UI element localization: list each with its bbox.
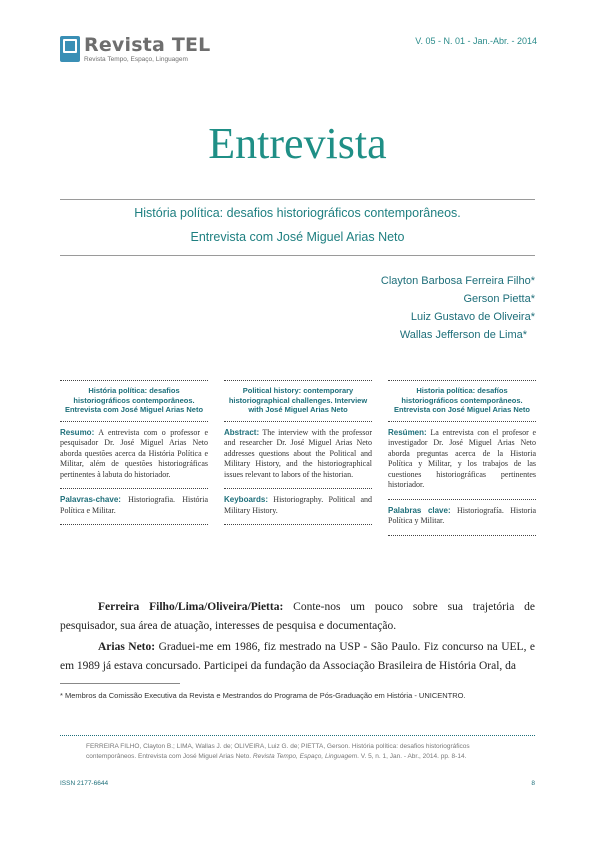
logo-name: Revista TEL bbox=[84, 34, 211, 56]
dotted-divider bbox=[224, 524, 372, 525]
abstract-label: Resumo: bbox=[60, 427, 95, 437]
keywords bbox=[224, 491, 372, 522]
title-rule-bottom bbox=[60, 255, 535, 256]
logo-mark-icon bbox=[60, 36, 80, 62]
author: Wallas Jefferson de Lima* bbox=[399, 329, 527, 341]
abstract-column-en bbox=[224, 378, 372, 527]
keywords-label: Palavras-chave: bbox=[60, 495, 121, 504]
dotted-divider bbox=[224, 380, 372, 381]
citation-volume: . V. 5, n. 1, Jan. - Abr., 2014. pp. 8-14. bbox=[357, 753, 467, 760]
keywords-body: Historiografía. Historia Política y Militar. bbox=[388, 505, 536, 525]
body-paragraph-1 bbox=[60, 598, 535, 636]
speaker-interviewee: Arias Neto: bbox=[98, 641, 156, 653]
abstract-text bbox=[224, 424, 372, 487]
citation bbox=[86, 742, 516, 762]
dotted-divider bbox=[60, 488, 208, 489]
abstract-column-pt bbox=[60, 378, 208, 527]
abstract-text bbox=[60, 424, 208, 487]
footnote: * Membros da Comissão Executiva da Revista e Mestrandos do Programa de Pós-Graduação em História - UNICENTRO. bbox=[60, 691, 466, 700]
title-rule-top bbox=[60, 199, 535, 200]
author: Luiz Gustavo de Oliveira* bbox=[410, 311, 535, 323]
paragraph-text: Graduei-me em 1986, fiz mestrado na USP - São Paulo. Fiz concurso na UEL, e em 1989 já estava concursado. Participei da fundação da Associação Brasileira de História Oral, da bbox=[60, 641, 536, 672]
dotted-divider bbox=[388, 499, 536, 500]
dotted-divider bbox=[388, 380, 536, 381]
dotted-divider bbox=[60, 380, 208, 381]
author: Clayton Barbosa Ferreira Filho* bbox=[380, 275, 535, 287]
keywords bbox=[388, 502, 536, 533]
abstract-body: A entrevista com o professor e pesquisador Dr. José Miguel Arias Neto aborda questões acerca da História Política e Militar, além de questões historiográficas pertinentes à labuta do historiador. bbox=[60, 427, 209, 479]
author: Gerson Pietta* bbox=[463, 293, 535, 305]
abstract-body: The interview with the professor and researcher Dr. José Miguel Arias Neto addresses questions about the Political and Military History, and the historiographical issues relevant to labors of the historian. bbox=[224, 427, 373, 479]
issue-info: V. 05 - N. 01 - Jan.-Abr. - 2014 bbox=[415, 36, 537, 46]
dotted-divider bbox=[388, 421, 536, 422]
abstract-title: Historia política: desafíos historiográficos contemporâneos. Entrevista con José Miguel Arias Neto bbox=[393, 386, 530, 414]
keywords-label: Keyboards: bbox=[224, 495, 269, 504]
page-title: Entrevista bbox=[208, 119, 387, 168]
keywords-label: Palabras clave: bbox=[388, 505, 451, 515]
citation-authors-title: FERREIRA FILHO, Clayton B.; LIMA, Wallas J. de; OLIVEIRA, Luiz G. de; PIETTA, Gerson. História política: desafios historiográficos contemporâneos. Entrevista com José Miguel Arias Neto. bbox=[86, 743, 470, 760]
subtitle-line-1: História política: desafios historiográficos contemporâneos. bbox=[134, 206, 461, 220]
abstract-text bbox=[388, 424, 536, 497]
abstract-column-es bbox=[388, 378, 536, 538]
dotted-divider bbox=[60, 524, 208, 525]
abstract-label: Resúmen: bbox=[388, 427, 427, 437]
page-number: 8 bbox=[531, 780, 535, 787]
footnote-rule bbox=[60, 683, 180, 684]
keywords-body: Historiografia. História Política e Militar. bbox=[60, 495, 208, 515]
author-list bbox=[381, 272, 535, 344]
paragraph-text: Conte-nos um pouco sobre sua trajetória de pesquisador, sua área de atuação, interesses de pesquisa e documentação. bbox=[60, 601, 536, 632]
dotted-divider bbox=[224, 488, 372, 489]
abstract-title: História política: desafios historiográficos contemporâneos. Entrevista com José Miguel Arias Neto bbox=[64, 386, 204, 414]
speaker-interviewers: Ferreira Filho/Lima/Oliveira/Pietta: bbox=[98, 601, 284, 613]
abstract-title: Political history: contemporary historiographical challenges. Interview with José Miguel Arias Neto bbox=[228, 386, 368, 414]
keywords-body: Historiography. Political and Military History. bbox=[224, 495, 372, 515]
citation-journal: Revista Tempo, Espaço, Linguagem bbox=[252, 753, 358, 760]
dotted-divider bbox=[60, 421, 208, 422]
dotted-divider bbox=[388, 535, 536, 536]
abstract-body: La entrevista con el profesor e investigador Dr. José Miguel Arias Neto aborda preguntas acerca de la Historia Política y Militar, y los trabajos de las cuestiones historiográficas pertinentes historiador. bbox=[388, 427, 537, 489]
dotted-divider bbox=[224, 421, 372, 422]
abstract-label: Abstract: bbox=[224, 427, 260, 437]
keywords bbox=[60, 491, 208, 522]
subtitle-line-2: Entrevista com José Miguel Arias Neto bbox=[190, 230, 405, 244]
footer-rule bbox=[60, 735, 535, 736]
logo-tagline: Revista Tempo, Espaço, Linguagem bbox=[84, 56, 188, 63]
body-paragraph-2 bbox=[60, 638, 535, 676]
issn: ISSN 2177-6644 bbox=[60, 780, 109, 787]
